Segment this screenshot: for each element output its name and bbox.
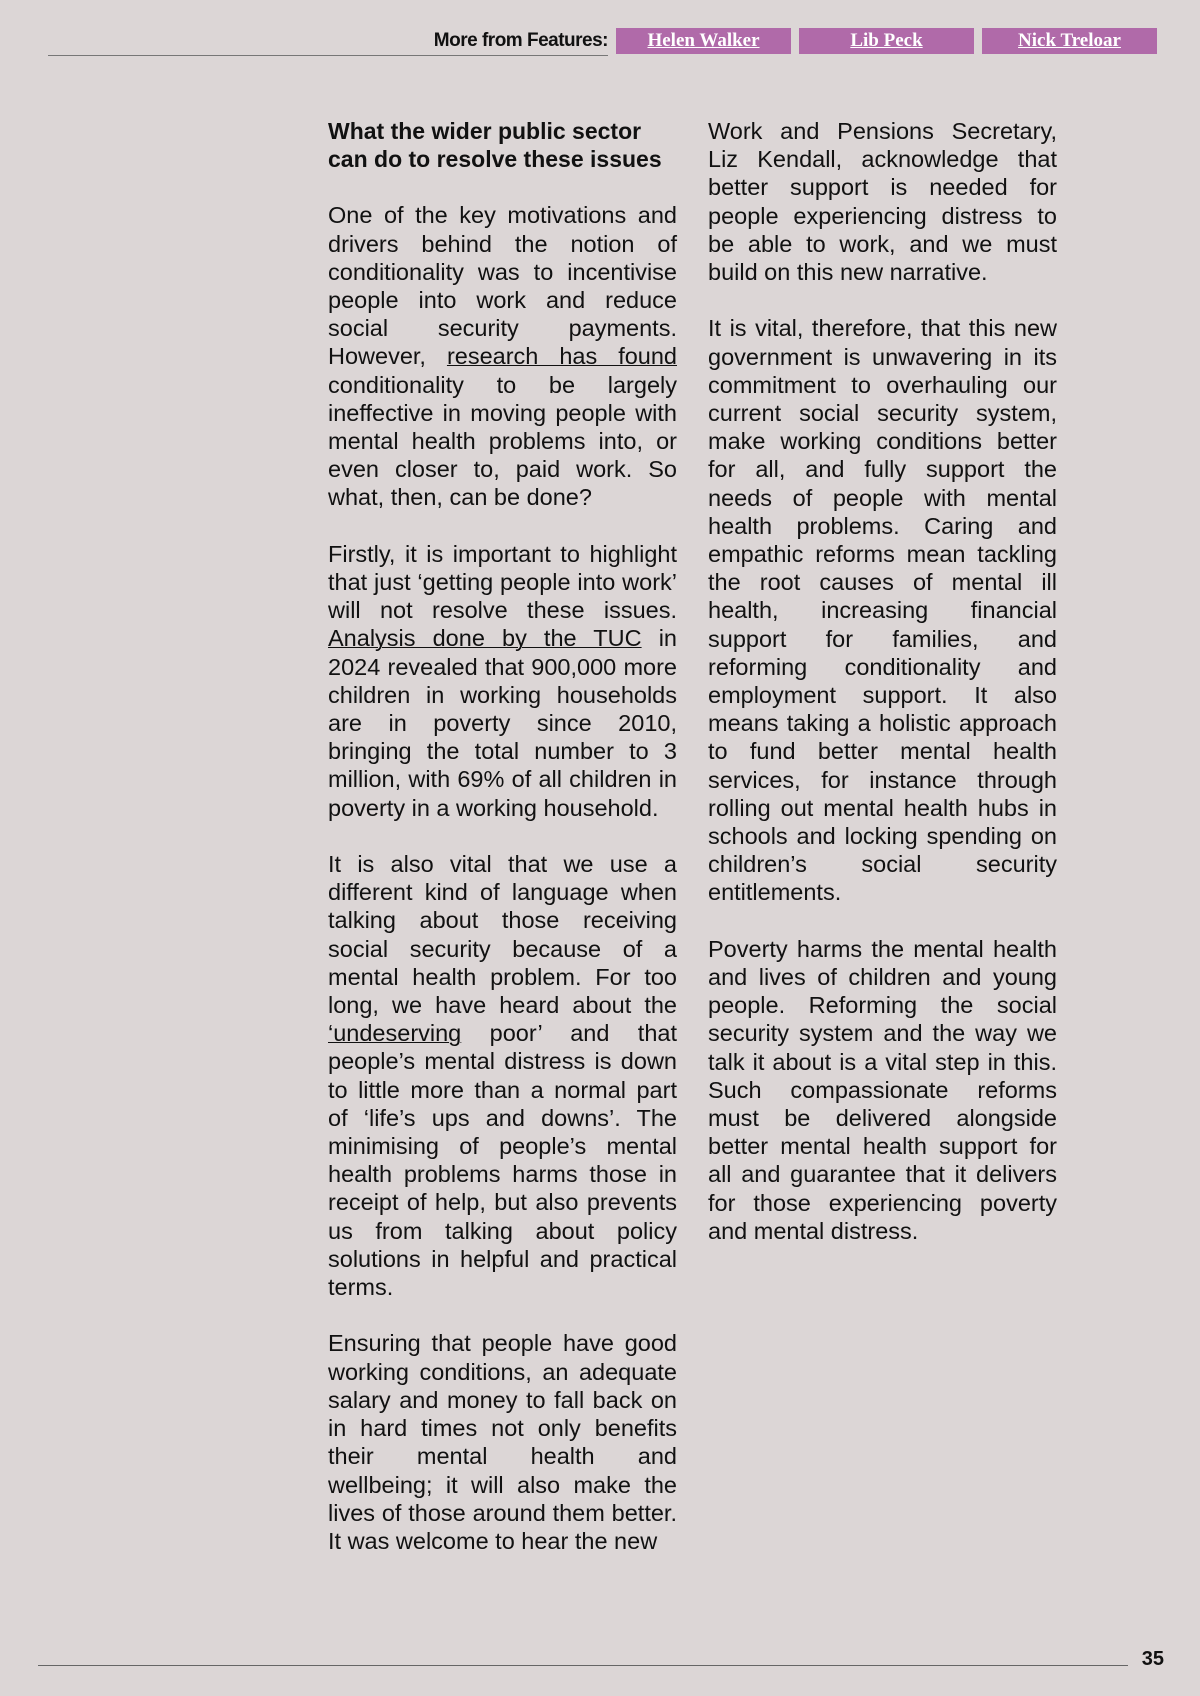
paragraph-5: Work and Pensions Secretary, Liz Kendall, acknowledge that better support is needed for people experiencing distress to be able to work, and we must build on this new narrative. (708, 118, 1057, 286)
research-link[interactable]: research has found (446, 343, 677, 370)
tuc-analysis-link[interactable]: Analysis done by the TUC (328, 625, 642, 652)
paragraph-1-text-b: conditionality to be largely ineffective in moving people with mental health problems into, or even closer to, paid work. So what, then, can be done? (328, 371, 677, 511)
paragraph-1-text-a: One of the key motivations and drivers behind the notion of conditionality was to incentivise people into work and reduce social security payments. However, (328, 202, 677, 370)
topbar-rule (48, 55, 608, 56)
page-number: 35 (1141, 1648, 1164, 1670)
paragraph-6: It is vital, therefore, that this new government is unwavering in its commitment to overhauling our current social security system, make working conditions better for all, and fully support the needs of people with mental health problems. Caring and empathic reforms mean tackling the root causes of mental ill health, increasing financial support for families, and reforming conditionality and employment support. It also means taking a holistic approach to fund better mental health services, for instance through rolling out mental health hubs in schools and locking spending on children’s social security entitlements. (708, 315, 1057, 906)
paragraph-2-text-a: Firstly, it is important to highlight that just ‘getting people into work’ will not resolve these issues. (328, 540, 677, 624)
tag-nick-treloar[interactable]: Nick Treloar (982, 28, 1157, 54)
paragraph-4: Ensuring that people have good working conditions, an adequate salary and money to fall back on in hard times not only benefits their mental health and wellbeing; it will also make the lives of those around them better. It was welcome to hear the new (328, 1330, 677, 1554)
paragraph-2-text-b: in 2024 revealed that 900,000 more children in working households are in poverty since 2010, bringing the total number to 3 million, with 69% of all children in poverty in a working household. (328, 625, 677, 821)
tag-lib-peck[interactable]: Lib Peck (799, 28, 974, 54)
paragraph-3-text-b: poor’ and that people’s mental distress is down to little more than a normal part of ‘life’s ups and downs’. The minimising of people’s mental health problems harms those in receipt of help, but also prevents us from talking about policy solutions in helpful and practical terms. (328, 1020, 677, 1301)
paragraph-7: Poverty harms the mental health and lives of children and young people. Reforming the social security system and the way we talk it about is a vital step in this. Such compassionate reforms must be delivered alongside better mental health support for all and guarantee that it delivers for those experiencing poverty and mental distress. (708, 935, 1057, 1244)
article-column-right (708, 117, 1057, 1273)
undeserving-link[interactable]: ‘undeserving (328, 1020, 462, 1047)
paragraph-3-text-a: It is also vital that we use a different kind of language when talking about those receiving social security because of a mental health problem. For too long, we have heard about the (328, 851, 677, 1019)
more-from-features-bar (48, 28, 1160, 56)
paragraph-3 (328, 850, 677, 1301)
paragraph-1 (328, 201, 677, 511)
tag-helen-walker[interactable]: Helen Walker (616, 28, 791, 54)
article-column-left (328, 117, 677, 1583)
section-heading: What the wider public sector can do to resolve these issues (328, 118, 662, 173)
footer-rule (38, 1665, 1128, 1666)
more-from-label: More from Features: (433, 30, 608, 51)
paragraph-2 (328, 540, 677, 822)
